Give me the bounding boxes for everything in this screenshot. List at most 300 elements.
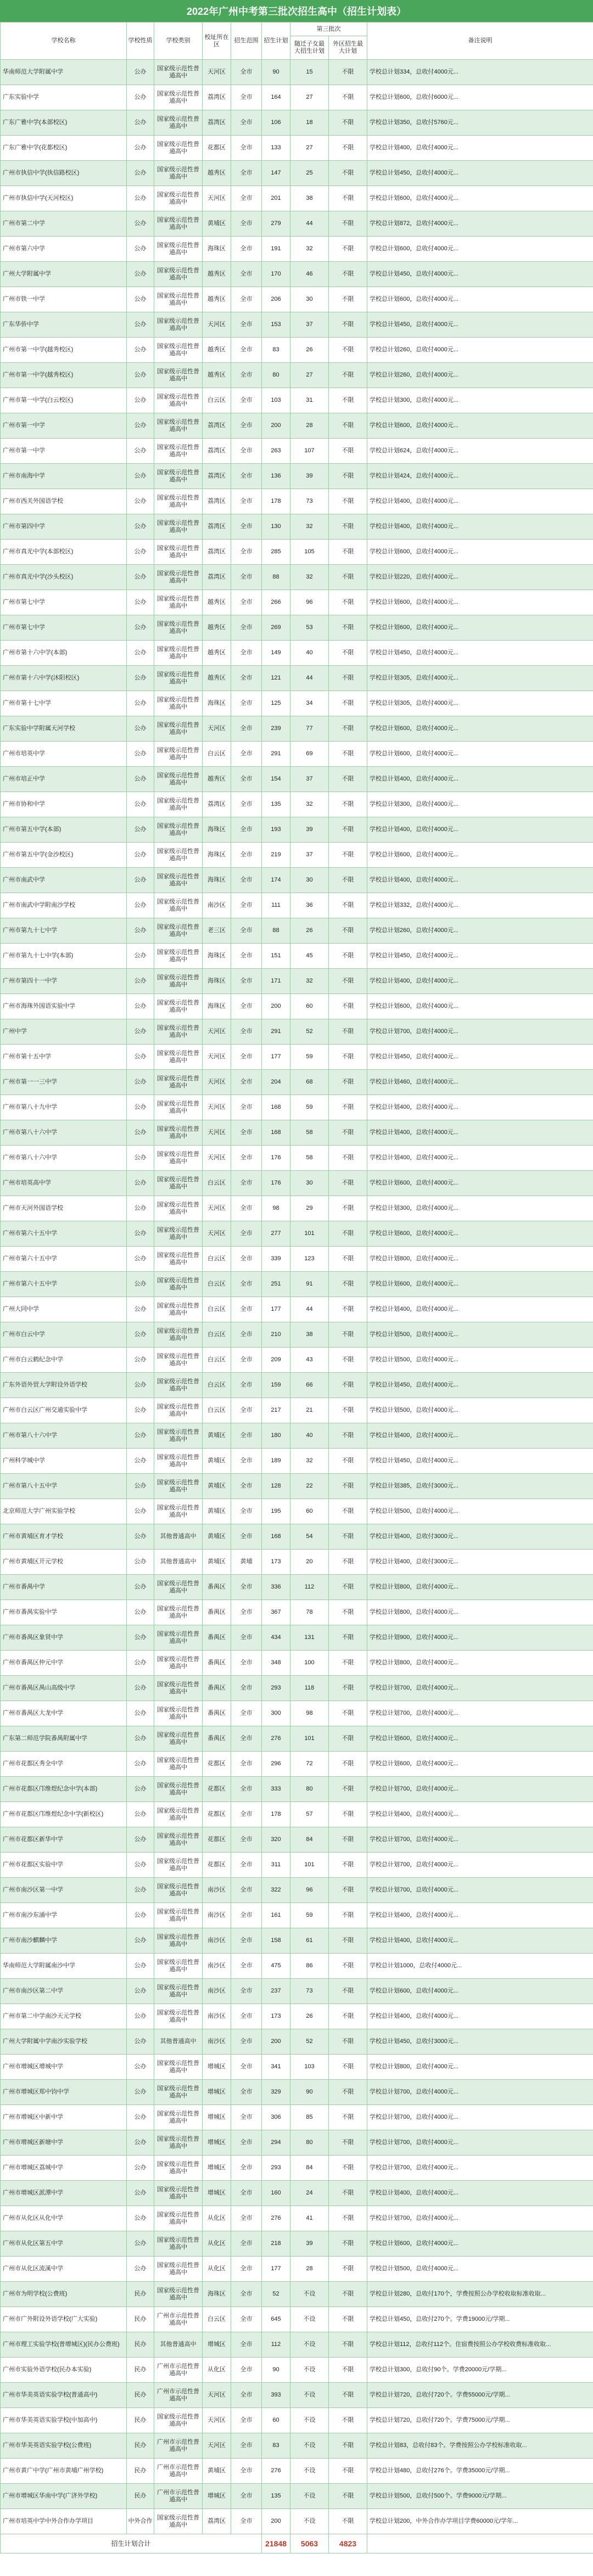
row-outside-district: 不限 — [329, 2206, 367, 2231]
table-row — [1, 1247, 593, 1272]
row-district: 天河区 — [203, 1146, 231, 1171]
row-nature: 公办 — [127, 615, 154, 641]
table-row — [1, 1625, 593, 1651]
row-plan: 168 — [262, 1120, 290, 1146]
row-plan: 159 — [262, 1373, 290, 1398]
row-note: 学校总计划450，总收付4000元... — [367, 161, 593, 186]
row-plan: 147 — [262, 161, 290, 186]
row-staff-kids: 68 — [290, 1070, 329, 1095]
row-outside-district: 不限 — [329, 464, 367, 489]
row-school-name: 广州科学城中学 — [1, 1449, 127, 1474]
sheet-title: 2022年广州中考第三批次招生高中（招生计划表） — [0, 0, 593, 22]
row-school-name: 广州市第九十七中学 — [1, 918, 127, 944]
row-nature: 公办 — [127, 666, 154, 691]
row-note: 学校总计划720，总收付720个。学费75000元/学期... — [367, 2408, 593, 2433]
row-note: 学校总计划450，总收付270个。学费19000元/学期... — [367, 2307, 593, 2332]
row-district: 番禺区 — [203, 1676, 231, 1701]
row-scope: 全市 — [231, 2257, 262, 2282]
table-row — [1, 2080, 593, 2105]
row-nature: 公办 — [127, 161, 154, 186]
row-outside-district: 不限 — [329, 1423, 367, 1449]
row-district: 黄埔区 — [203, 2459, 231, 2484]
row-district: 越秀区 — [203, 363, 231, 388]
header-name: 学校名称 — [1, 23, 127, 60]
row-scope: 全市 — [231, 2080, 262, 2105]
row-staff-kids: 28 — [290, 2257, 329, 2282]
row-school-name: 广州市第十六中学(沐阳校区) — [1, 666, 127, 691]
row-staff-kids: 不设 — [290, 2433, 329, 2459]
row-district: 黄埔区 — [203, 1550, 231, 1575]
row-plan: 111 — [262, 893, 290, 918]
row-note: 学校总计划600，总收付4000元... — [367, 2231, 593, 2257]
row-staff-kids: 53 — [290, 615, 329, 641]
row-category: 国家级示范性普通高中 — [154, 2130, 203, 2156]
row-category: 国家级示范性普通高中 — [154, 641, 203, 666]
row-nature: 公办 — [127, 716, 154, 742]
row-category: 国家级示范性普通高中 — [154, 1120, 203, 1146]
row-category: 国家级示范性普通高中 — [154, 2080, 203, 2105]
row-scope: 全市 — [231, 1045, 262, 1070]
table-row — [1, 2509, 593, 2534]
row-outside-district: 不限 — [329, 312, 367, 338]
row-category: 国家级示范性普通高中 — [154, 1423, 203, 1449]
row-outside-district: 不限 — [329, 1221, 367, 1247]
row-school-name: 广州市第一中学 — [1, 413, 127, 439]
row-staff-kids: 30 — [290, 868, 329, 893]
row-outside-district: 不限 — [329, 1903, 367, 1928]
row-school-name: 广州市白云中学 — [1, 1322, 127, 1348]
row-outside-district: 不限 — [329, 211, 367, 237]
row-school-name: 广州市第六中学 — [1, 237, 127, 262]
row-district: 越秀区 — [203, 767, 231, 792]
row-school-name: 广州市从化区从化中学 — [1, 2206, 127, 2231]
row-scope: 全市 — [231, 1853, 262, 1878]
row-staff-kids: 52 — [290, 2029, 329, 2055]
row-staff-kids: 不设 — [290, 2358, 329, 2383]
row-category: 国家级示范性普通高中 — [154, 2509, 203, 2534]
table-row — [1, 2055, 593, 2080]
table-row — [1, 2206, 593, 2231]
row-note: 学校总计划305，总收付4000元... — [367, 691, 593, 716]
row-staff-kids: 40 — [290, 641, 329, 666]
table-row — [1, 2433, 593, 2459]
row-scope: 全市 — [231, 363, 262, 388]
table-row — [1, 666, 593, 691]
row-note: 学校总计划700，总收付4000元... — [367, 1827, 593, 1853]
row-staff-kids: 26 — [290, 2004, 329, 2029]
row-plan: 336 — [262, 1575, 290, 1600]
row-note: 学校总计划500，总收付4000元... — [367, 2257, 593, 2282]
row-nature: 公办 — [127, 2181, 154, 2206]
row-staff-kids: 32 — [290, 1449, 329, 1474]
row-outside-district: 不限 — [329, 1019, 367, 1045]
row-school-name: 广州市增城区荔城中学 — [1, 2156, 127, 2181]
row-scope: 全市 — [231, 1474, 262, 1499]
row-district: 增城区 — [203, 2130, 231, 2156]
table-row — [1, 2231, 593, 2257]
row-scope: 全市 — [231, 287, 262, 312]
row-nature: 公办 — [127, 1120, 154, 1146]
row-plan: 237 — [262, 1979, 290, 2004]
row-category: 国家级示范性普通高中 — [154, 186, 203, 211]
row-staff-kids: 27 — [290, 363, 329, 388]
table-row — [1, 969, 593, 994]
row-school-name: 广州市第八十六中学 — [1, 1423, 127, 1449]
row-category: 国家级示范性普通高中 — [154, 565, 203, 590]
table-row — [1, 1146, 593, 1171]
row-plan: 160 — [262, 2181, 290, 2206]
row-scope: 全市 — [231, 868, 262, 893]
row-nature: 公办 — [127, 1045, 154, 1070]
row-nature: 公办 — [127, 1398, 154, 1423]
row-plan: 200 — [262, 994, 290, 1019]
row-scope: 全市 — [231, 1348, 262, 1373]
row-category: 国家级示范性普通高中 — [154, 2231, 203, 2257]
row-scope: 全市 — [231, 136, 262, 161]
row-staff-kids: 44 — [290, 211, 329, 237]
table-row — [1, 338, 593, 363]
row-outside-district: 不限 — [329, 994, 367, 1019]
row-school-name: 广州市第六十五中学 — [1, 1247, 127, 1272]
row-district: 白云区 — [203, 1171, 231, 1196]
table-row — [1, 1550, 593, 1575]
row-category: 国家级示范性普通高中 — [154, 439, 203, 464]
row-outside-district: 不限 — [329, 1726, 367, 1752]
row-note: 学校总计划300，总收付90个。学费20000元/学期... — [367, 2358, 593, 2383]
row-category: 国家级示范性普通高中 — [154, 1247, 203, 1272]
table-row — [1, 237, 593, 262]
row-school-name: 广州市第八十九中学 — [1, 1095, 127, 1120]
table-row — [1, 388, 593, 413]
row-district: 越秀区 — [203, 287, 231, 312]
total-plan: 21848 — [262, 2534, 290, 2553]
row-category: 国家级示范性普通高中 — [154, 1954, 203, 1979]
header-category: 学校类别 — [154, 23, 203, 60]
table-row — [1, 1423, 593, 1449]
row-nature: 公办 — [127, 565, 154, 590]
row-nature: 公办 — [127, 1979, 154, 2004]
row-note: 学校总计划720，总收付720个。学费55000元/学期... — [367, 2383, 593, 2408]
table-row — [1, 312, 593, 338]
row-nature: 公办 — [127, 85, 154, 110]
table-row — [1, 136, 593, 161]
row-staff-kids: 58 — [290, 1120, 329, 1146]
table-row — [1, 1221, 593, 1247]
row-scope: 全市 — [231, 944, 262, 969]
row-outside-district: 不限 — [329, 1120, 367, 1146]
row-outside-district: 不限 — [329, 1524, 367, 1550]
row-plan: 306 — [262, 2105, 290, 2130]
table-row — [1, 1095, 593, 1120]
row-outside-district: 不限 — [329, 691, 367, 716]
row-category: 国家级示范性普通高中 — [154, 590, 203, 615]
row-plan: 154 — [262, 767, 290, 792]
row-plan: 98 — [262, 1196, 290, 1221]
row-plan: 170 — [262, 262, 290, 287]
row-category: 国家级示范性普通高中 — [154, 792, 203, 817]
row-category: 国家级示范性普通高中 — [154, 1499, 203, 1524]
table-row — [1, 464, 593, 489]
row-staff-kids: 52 — [290, 1019, 329, 1045]
row-scope: 全市 — [231, 1802, 262, 1827]
row-school-name: 广州市华美英语实验学校(中加高中) — [1, 2408, 127, 2433]
row-nature: 公办 — [127, 1575, 154, 1600]
row-note: 学校总计划600，总收付4000元... — [367, 287, 593, 312]
row-district: 番禺区 — [203, 1600, 231, 1625]
row-plan: 311 — [262, 1853, 290, 1878]
row-plan: 204 — [262, 1070, 290, 1095]
row-outside-district: 不限 — [329, 1449, 367, 1474]
row-scope: 全市 — [231, 1373, 262, 1398]
row-plan: 200 — [262, 2029, 290, 2055]
row-outside-district: 不限 — [329, 262, 367, 287]
table-row — [1, 2358, 593, 2383]
row-staff-kids: 27 — [290, 136, 329, 161]
row-category: 国家级示范性普通高中 — [154, 1272, 203, 1297]
row-nature: 公办 — [127, 1550, 154, 1575]
row-district: 白云区 — [203, 388, 231, 413]
row-note: 学校总计划400，总收付4000元... — [367, 1146, 593, 1171]
row-plan: 206 — [262, 287, 290, 312]
row-note: 学校总计划450，总收付4000元... — [367, 1373, 593, 1398]
table-row — [1, 1499, 593, 1524]
row-nature: 公办 — [127, 1449, 154, 1474]
row-staff-kids: 20 — [290, 1550, 329, 1575]
row-staff-kids: 38 — [290, 186, 329, 211]
row-category: 国家级示范性普通高中 — [154, 1979, 203, 2004]
row-plan: 294 — [262, 2130, 290, 2156]
row-scope: 全市 — [231, 691, 262, 716]
row-district: 海珠区 — [203, 237, 231, 262]
table-row — [1, 767, 593, 792]
row-plan: 180 — [262, 1423, 290, 1449]
row-district: 番禺区 — [203, 1575, 231, 1600]
row-district: 越秀区 — [203, 666, 231, 691]
row-staff-kids: 84 — [290, 2156, 329, 2181]
row-nature: 公办 — [127, 237, 154, 262]
row-scope: 全市 — [231, 1701, 262, 1726]
row-category: 其他普通高中 — [154, 2029, 203, 2055]
row-note: 学校总计划500，总收付4000元... — [367, 1398, 593, 1423]
row-staff-kids: 100 — [290, 1651, 329, 1676]
row-outside-district: 不限 — [329, 1651, 367, 1676]
row-school-name: 广州市番禺区禺山高级中学 — [1, 1676, 127, 1701]
row-school-name: 广州市第七中学 — [1, 615, 127, 641]
row-plan: 178 — [262, 1802, 290, 1827]
row-staff-kids: 86 — [290, 1954, 329, 1979]
row-category: 国家级示范性普通高中 — [154, 136, 203, 161]
row-plan: 177 — [262, 2257, 290, 2282]
table-row — [1, 1928, 593, 1954]
row-outside-district: 不限 — [329, 186, 367, 211]
row-outside-district: 不限 — [329, 1827, 367, 1853]
row-plan: 176 — [262, 1146, 290, 1171]
row-note: 学校总计划400，总收付4000元... — [367, 514, 593, 540]
row-plan: 189 — [262, 1449, 290, 1474]
row-school-name: 广州市第五中学(金沙校区) — [1, 843, 127, 868]
row-category: 国家级示范性普通高中 — [154, 1701, 203, 1726]
table-row — [1, 716, 593, 742]
row-scope: 全市 — [231, 514, 262, 540]
row-district: 天河区 — [203, 1221, 231, 1247]
row-outside-district: 不限 — [329, 388, 367, 413]
row-school-name: 广州市黄广中学(广州市黄埔广州学校) — [1, 2459, 127, 2484]
row-category: 国家级示范性普通高中 — [154, 666, 203, 691]
row-nature: 公办 — [127, 413, 154, 439]
row-nature: 公办 — [127, 2029, 154, 2055]
row-plan: 269 — [262, 615, 290, 641]
row-note: 学校总计划400，总收付4000元... — [367, 1120, 593, 1146]
row-staff-kids: 103 — [290, 2055, 329, 2080]
table-row — [1, 868, 593, 893]
header-outside-district: 外区招生最大计划 — [329, 36, 367, 60]
row-outside-district: 不限 — [329, 565, 367, 590]
row-district: 海珠区 — [203, 817, 231, 843]
row-school-name: 广州市真光中学(沙头校区) — [1, 565, 127, 590]
row-note: 学校总计划700，总收付4000元... — [367, 1853, 593, 1878]
row-outside-district: 不限 — [329, 1752, 367, 1777]
row-staff-kids: 96 — [290, 590, 329, 615]
row-staff-kids: 34 — [290, 691, 329, 716]
row-note: 学校总计划200，中外合作办学项目学费60000元/学年... — [367, 2509, 593, 2534]
row-district: 海珠区 — [203, 969, 231, 994]
table-row — [1, 691, 593, 716]
table-row — [1, 2383, 593, 2408]
table-row — [1, 2282, 593, 2307]
row-plan: 348 — [262, 1651, 290, 1676]
row-note: 学校总计划400，总收付4000元... — [367, 136, 593, 161]
row-scope: 全市 — [231, 1928, 262, 1954]
table-row — [1, 2307, 593, 2332]
row-outside-district: 不限 — [329, 2509, 367, 2534]
row-nature: 公办 — [127, 211, 154, 237]
table-row — [1, 1070, 593, 1095]
row-outside-district: 不限 — [329, 1398, 367, 1423]
row-school-name: 北京师范大学广州实验学校 — [1, 1499, 127, 1524]
row-plan: 276 — [262, 2206, 290, 2231]
row-nature: 公办 — [127, 1726, 154, 1752]
row-staff-kids: 不设 — [290, 2509, 329, 2534]
row-district: 海珠区 — [203, 691, 231, 716]
table-row — [1, 2156, 593, 2181]
row-scope: 全市 — [231, 1398, 262, 1423]
row-note: 学校总计划700，总收付4000元... — [367, 2080, 593, 2105]
row-nature: 公办 — [127, 2004, 154, 2029]
row-staff-kids: 不设 — [290, 2484, 329, 2509]
row-district: 南沙区 — [203, 1954, 231, 1979]
row-note: 学校总计划800，总收付4000元... — [367, 1651, 593, 1676]
table-row — [1, 1802, 593, 1827]
table-row — [1, 590, 593, 615]
row-nature: 公办 — [127, 1297, 154, 1322]
table-row — [1, 994, 593, 1019]
row-district: 荔湾区 — [203, 489, 231, 514]
row-nature: 公办 — [127, 1777, 154, 1802]
row-plan: 333 — [262, 1777, 290, 1802]
row-nature: 公办 — [127, 1954, 154, 1979]
row-school-name: 广州市南武中学 — [1, 868, 127, 893]
row-district: 从化区 — [203, 2257, 231, 2282]
row-staff-kids: 39 — [290, 2231, 329, 2257]
row-staff-kids: 32 — [290, 565, 329, 590]
row-note: 学校总计划260，总收付4000元... — [367, 918, 593, 944]
row-note: 学校总计划700，总收付4000元... — [367, 1878, 593, 1903]
row-school-name: 广州市真光中学(本部校区) — [1, 540, 127, 565]
row-staff-kids: 91 — [290, 1272, 329, 1297]
row-school-name: 广东外语外贸大学附设外语学校 — [1, 1373, 127, 1398]
row-outside-district: 不限 — [329, 2257, 367, 2282]
row-district: 南沙区 — [203, 893, 231, 918]
row-district: 越秀区 — [203, 615, 231, 641]
row-school-name: 广东第二师范学院番禺附属中学 — [1, 1726, 127, 1752]
total-label: 招生计划合计 — [1, 2534, 262, 2553]
row-category: 其他普通高中 — [154, 2332, 203, 2358]
row-outside-district: 不限 — [329, 110, 367, 136]
row-school-name: 广州市培英高中学 — [1, 1171, 127, 1196]
row-school-name: 广州市第六十五中学 — [1, 1272, 127, 1297]
row-nature: 公办 — [127, 994, 154, 1019]
row-category: 国家级示范性普通高中 — [154, 817, 203, 843]
row-outside-district: 不限 — [329, 287, 367, 312]
row-district: 番禺区 — [203, 1651, 231, 1676]
table-row — [1, 2004, 593, 2029]
table-row — [1, 1878, 593, 1903]
row-school-name: 广东广雅中学(花都校区) — [1, 136, 127, 161]
row-note: 学校总计划600，总收付4000元... — [367, 237, 593, 262]
row-nature: 公办 — [127, 1499, 154, 1524]
row-staff-kids: 25 — [290, 161, 329, 186]
row-staff-kids: 41 — [290, 2206, 329, 2231]
row-plan: 88 — [262, 918, 290, 944]
row-outside-district: 不限 — [329, 1550, 367, 1575]
row-scope: 全市 — [231, 2358, 262, 2383]
row-school-name: 广州市从化区第五中学 — [1, 2231, 127, 2257]
row-scope: 全市 — [231, 312, 262, 338]
row-category: 广州市示范性普通高中 — [154, 2307, 203, 2332]
row-outside-district: 不限 — [329, 2484, 367, 2509]
row-nature: 公办 — [127, 1903, 154, 1928]
row-outside-district: 不限 — [329, 716, 367, 742]
row-plan: 276 — [262, 1726, 290, 1752]
row-staff-kids: 69 — [290, 742, 329, 767]
row-nature: 公办 — [127, 843, 154, 868]
row-note: 学校总计划600，总收付4000元... — [367, 1171, 593, 1196]
row-district: 天河区 — [203, 1120, 231, 1146]
row-note: 学校总计划400，总收付4000元... — [367, 2004, 593, 2029]
row-district: 老三区 — [203, 918, 231, 944]
row-nature: 公办 — [127, 363, 154, 388]
row-staff-kids: 44 — [290, 1297, 329, 1322]
row-scope: 全市 — [231, 2105, 262, 2130]
row-category: 国家级示范性普通高中 — [154, 868, 203, 893]
header-note: 备注说明 — [367, 23, 593, 60]
row-outside-district: 不限 — [329, 2029, 367, 2055]
row-scope: 全市 — [231, 1272, 262, 1297]
row-staff-kids: 112 — [290, 1575, 329, 1600]
row-staff-kids: 78 — [290, 1600, 329, 1625]
row-category: 国家级示范性普通高中 — [154, 1651, 203, 1676]
row-scope: 全市 — [231, 464, 262, 489]
row-plan: 173 — [262, 1550, 290, 1575]
row-outside-district: 不限 — [329, 161, 367, 186]
row-category: 国家级示范性普通高中 — [154, 1373, 203, 1398]
row-district: 花都区 — [203, 1827, 231, 1853]
row-outside-district: 不限 — [329, 2231, 367, 2257]
table-row — [1, 2484, 593, 2509]
row-category: 国家级示范性普通高中 — [154, 716, 203, 742]
header-scope: 招生范围 — [231, 23, 262, 60]
row-category: 国家级示范性普通高中 — [154, 615, 203, 641]
